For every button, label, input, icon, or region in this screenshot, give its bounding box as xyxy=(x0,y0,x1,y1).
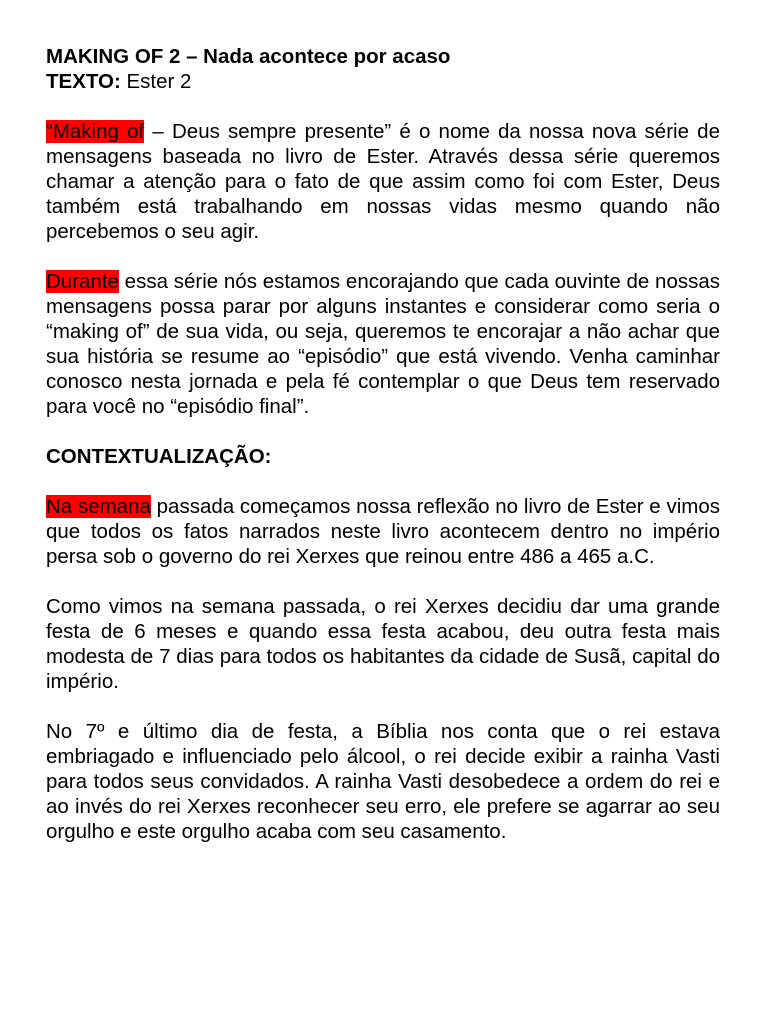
paragraph-vasti: No 7º e último dia de festa, a Bíblia nos conta que o rei estava embriagado e influenciado pelo álcool, o rei decide exibir a rainha Vasti para todos seus convidados. A rainha Vasti desobedece a ordem do rei e ao invés do rei Xerxes reconhecer seu erro, ele prefere se agarrar ao seu orgulho e este orgulho acaba com seu casamento. xyxy=(46,720,720,843)
paragraph-text: passada começamos nossa reflexão no livro de Ester e vimos que todos os fatos narrados neste livro acontecem dentro no império persa sob o governo do rei Xerxes que reinou entre 486 a 465 a.C. xyxy=(46,495,720,568)
document-title: MAKING OF 2 – Nada acontece por acaso xyxy=(46,45,451,68)
paragraph-intro xyxy=(46,119,720,244)
section-heading: CONTEXTUALIZAÇÃO: xyxy=(46,445,272,468)
paragraph-series xyxy=(46,269,720,419)
paragraph-feast: Como vimos na semana passada, o rei Xerxes decidiu dar uma grande festa de 6 meses e quando essa festa acabou, deu outra festa mais modesta de 7 dias para todos os habitantes da cidade de Susã, capital do império. xyxy=(46,595,720,693)
highlighted-phrase: “Making of xyxy=(46,120,145,143)
paragraph-text: – Deus sempre presente” é o nome da nossa nova série de mensagens baseada no livro de Ester. Através dessa série queremos chamar a atenção para o fato de que assim como foi com Ester, Deus também está trabalhando em nossas vidas mesmo quando não percebemos o seu agir. xyxy=(46,120,720,243)
paragraph-context xyxy=(46,494,720,569)
scripture-label: TEXTO: xyxy=(46,70,121,93)
scripture-reference xyxy=(46,69,720,94)
scripture-value: Ester 2 xyxy=(120,70,192,93)
highlighted-phrase: Na semana xyxy=(46,495,151,518)
paragraph-text: essa série nós estamos encorajando que cada ouvinte de nossas mensagens possa parar por alguns instantes e considerar como seria o “making of” de sua vida, ou seja, queremos te encorajar a não achar que sua história se resume ao “episódio” que está vivendo. Venha caminhar conosco nesta jornada e pela fé contemplar o que Deus tem reservado para você no “episódio final”. xyxy=(46,270,720,418)
highlighted-phrase: Durante xyxy=(46,270,119,293)
